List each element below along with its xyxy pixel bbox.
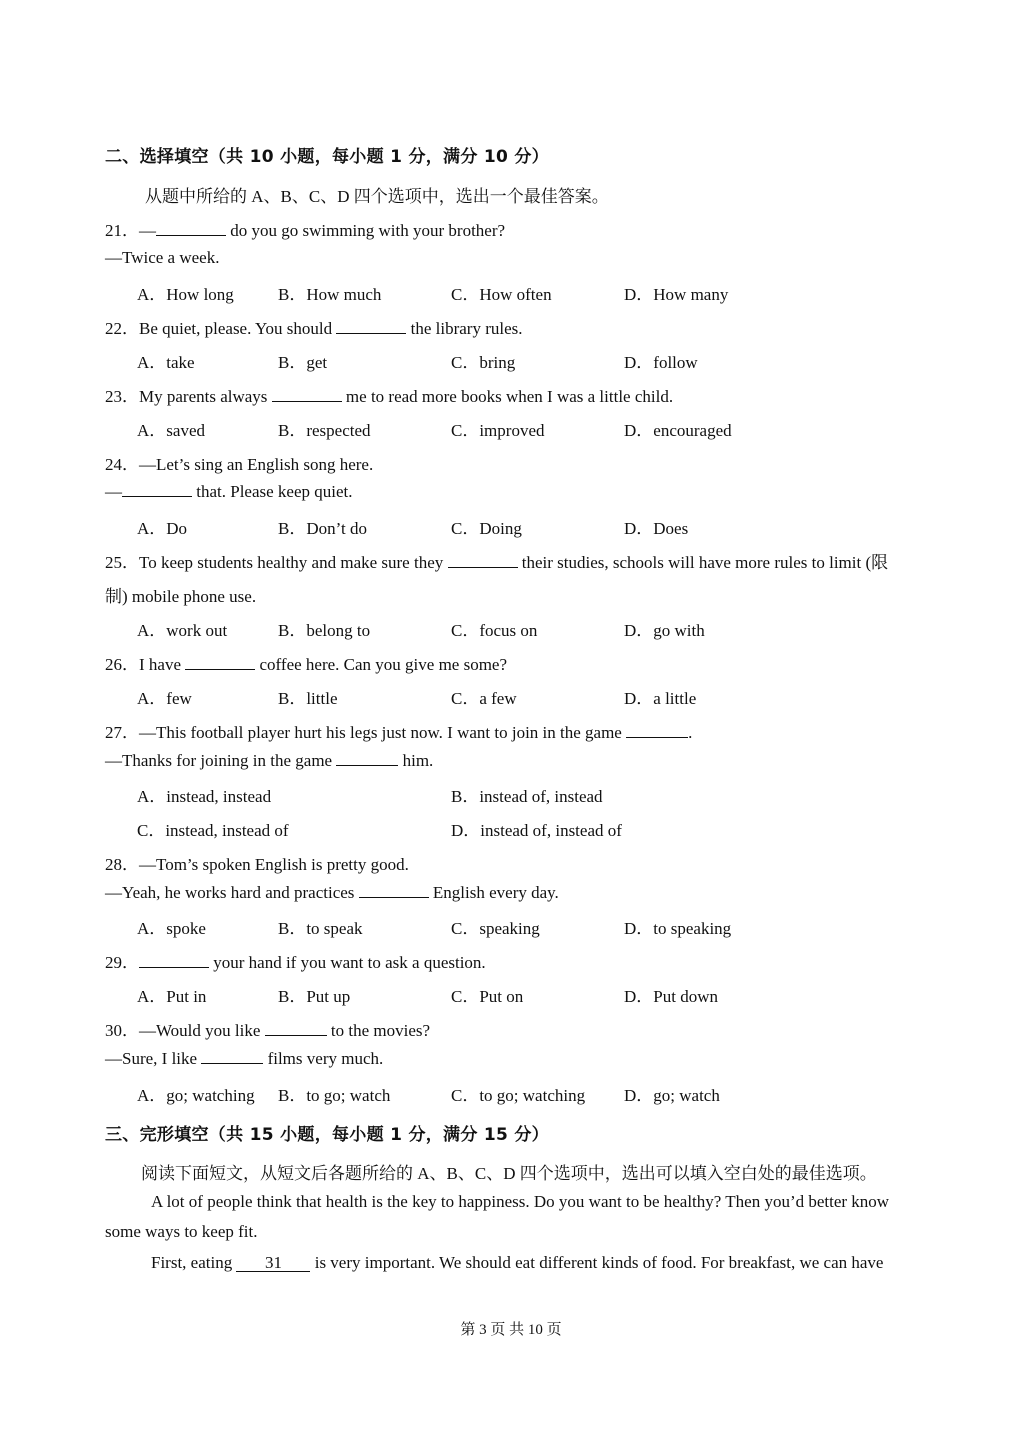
page-footer: 第 3 页 共 10 页: [460, 1322, 562, 1338]
option-b: B．to go; watch: [278, 1086, 391, 1105]
option-a: A．Do: [137, 519, 188, 538]
option-b: B．instead of, instead: [451, 787, 603, 806]
option-b: B．to speak: [278, 919, 363, 938]
option-a: A．go; watching: [137, 1086, 255, 1105]
reply-text: —Thanks for joining in the game: [105, 751, 337, 770]
section-2-instruction: 从题中所给的 A、B、C、D 四个选项中，选出一个最佳答案。: [145, 187, 609, 206]
answer-blank: [265, 1021, 327, 1036]
option-c: C．How often: [451, 285, 552, 304]
answer-blank: [201, 1049, 263, 1064]
section-2-heading: 二、选择填空（共 10 小题，每小题 1 分，满分 10 分）: [105, 147, 549, 167]
section-3-instruction: 阅读下面短文，从短文后各题所给的 A、B、C、D 四个选项中，选出可以填入空白处的最佳选项。: [141, 1164, 877, 1183]
question-number: 24．: [105, 455, 139, 474]
answer-blank: [122, 482, 192, 497]
reply-text: —Yeah, he works hard and practices: [105, 883, 359, 902]
answer-blank: [139, 953, 209, 968]
reply-text: —Sure, I like: [105, 1049, 202, 1068]
option-d: D．follow: [624, 353, 698, 372]
question-29: [105, 948, 486, 973]
option-d: D．go; watch: [624, 1086, 720, 1105]
question-text: .: [688, 723, 693, 742]
option-c: C．to go; watching: [451, 1086, 586, 1105]
reply-text: him.: [398, 751, 434, 770]
answer-blank: [336, 319, 406, 334]
question-text: —This football player hurt his legs just now. I want to join in the game: [139, 723, 627, 742]
reply-line: [105, 1049, 383, 1069]
question-28: [105, 850, 409, 875]
reply-line: —Twice a week.: [105, 248, 220, 267]
reply-text: English every day.: [428, 883, 559, 902]
passage-text: First, eating: [151, 1253, 237, 1272]
option-d: D．a little: [624, 689, 697, 708]
option-c: C．instead, instead of: [137, 821, 289, 840]
option-d: D．How many: [624, 285, 729, 304]
passage-line: some ways to keep fit.: [105, 1222, 258, 1241]
passage-line: A lot of people think that health is the key to happiness. Do you want to be healthy? Then you’d better know: [151, 1192, 890, 1211]
question-text: me to read more books when I was a little child.: [341, 387, 674, 406]
answer-blank: [156, 221, 226, 236]
passage-line: [151, 1253, 883, 1273]
answer-blank: [336, 751, 398, 766]
passage-text: is very important. We should eat different kinds of food. For breakfast, we can have: [310, 1253, 884, 1272]
question-text: their studies, schools will have more rules to limit (限: [517, 553, 889, 572]
answer-blank: [359, 883, 429, 898]
question-25: [105, 548, 888, 573]
option-c: C．a few: [451, 689, 517, 708]
section-3-heading: 三、完形填空（共 15 小题，每小题 1 分，满分 15 分）: [105, 1125, 549, 1145]
question-number: 25．: [105, 553, 139, 572]
option-a: A．How long: [137, 285, 234, 304]
option-a: A．few: [137, 689, 192, 708]
question-number: 21．: [105, 221, 139, 240]
question-26: [105, 650, 507, 675]
option-c: C．speaking: [451, 919, 540, 938]
question-text: —Would you like: [139, 1021, 265, 1040]
option-b: B．little: [278, 689, 338, 708]
question-number: 28．: [105, 855, 139, 874]
option-d: D．instead of, instead of: [451, 821, 622, 840]
option-d: D．encouraged: [624, 421, 732, 440]
question-text: to the movies?: [326, 1021, 431, 1040]
reply-line: [105, 883, 559, 903]
question-text: I have: [139, 655, 186, 674]
answer-blank: [626, 723, 688, 738]
question-number: 27．: [105, 723, 139, 742]
question-text: coffee here. Can you give me some?: [255, 655, 508, 674]
option-d: D．Does: [624, 519, 689, 538]
question-text: My parents always: [139, 387, 272, 406]
question-text: Be quiet, please. You should: [139, 319, 337, 338]
reply-text: films very much.: [263, 1049, 384, 1068]
question-number: 29．: [105, 953, 139, 972]
question-22: [105, 314, 523, 339]
question-number: 23．: [105, 387, 139, 406]
question-number: 22．: [105, 319, 139, 338]
option-b: B．Put up: [278, 987, 351, 1006]
question-number: 30．: [105, 1021, 139, 1040]
option-b: B．respected: [278, 421, 371, 440]
reply-text: —: [105, 482, 122, 501]
question-continuation: 制) mobile phone use.: [105, 587, 257, 606]
option-b: B．belong to: [278, 621, 371, 640]
question-24: [105, 450, 373, 475]
reply-line: [105, 751, 433, 771]
reply-line: [105, 482, 353, 502]
question-30: [105, 1016, 430, 1041]
question-text: To keep students healthy and make sure they: [139, 553, 448, 572]
option-a: A．spoke: [137, 919, 206, 938]
option-d: D．to speaking: [624, 919, 732, 938]
question-21: [105, 216, 505, 241]
reply-text: that. Please keep quiet.: [192, 482, 353, 501]
option-d: D．go with: [624, 621, 705, 640]
answer-blank: [272, 387, 342, 402]
question-text: the library rules.: [406, 319, 523, 338]
option-c: C．bring: [451, 353, 516, 372]
option-b: B．How much: [278, 285, 382, 304]
option-a: A．saved: [137, 421, 205, 440]
option-c: C．focus on: [451, 621, 538, 640]
option-b: B．get: [278, 353, 328, 372]
option-c: C．improved: [451, 421, 545, 440]
option-b: B．Don’t do: [278, 519, 367, 538]
question-text: —Let’s sing an English song here.: [139, 455, 374, 474]
option-c: C．Doing: [451, 519, 522, 538]
option-a: A．instead, instead: [137, 787, 272, 806]
option-d: D．Put down: [624, 987, 718, 1006]
numbered-blank: 31: [236, 1255, 310, 1272]
option-a: A．work out: [137, 621, 228, 640]
answer-blank: [185, 655, 255, 670]
question-text: your hand if you want to ask a question.: [209, 953, 486, 972]
question-text: —: [139, 221, 156, 240]
question-text: do you go swimming with your brother?: [226, 221, 506, 240]
option-a: A．Put in: [137, 987, 207, 1006]
question-27: [105, 718, 692, 743]
question-text: —Tom’s spoken English is pretty good.: [139, 855, 409, 874]
question-23: [105, 382, 673, 407]
option-a: A．take: [137, 353, 195, 372]
option-c: C．Put on: [451, 987, 524, 1006]
question-number: 26．: [105, 655, 139, 674]
answer-blank: [448, 553, 518, 568]
